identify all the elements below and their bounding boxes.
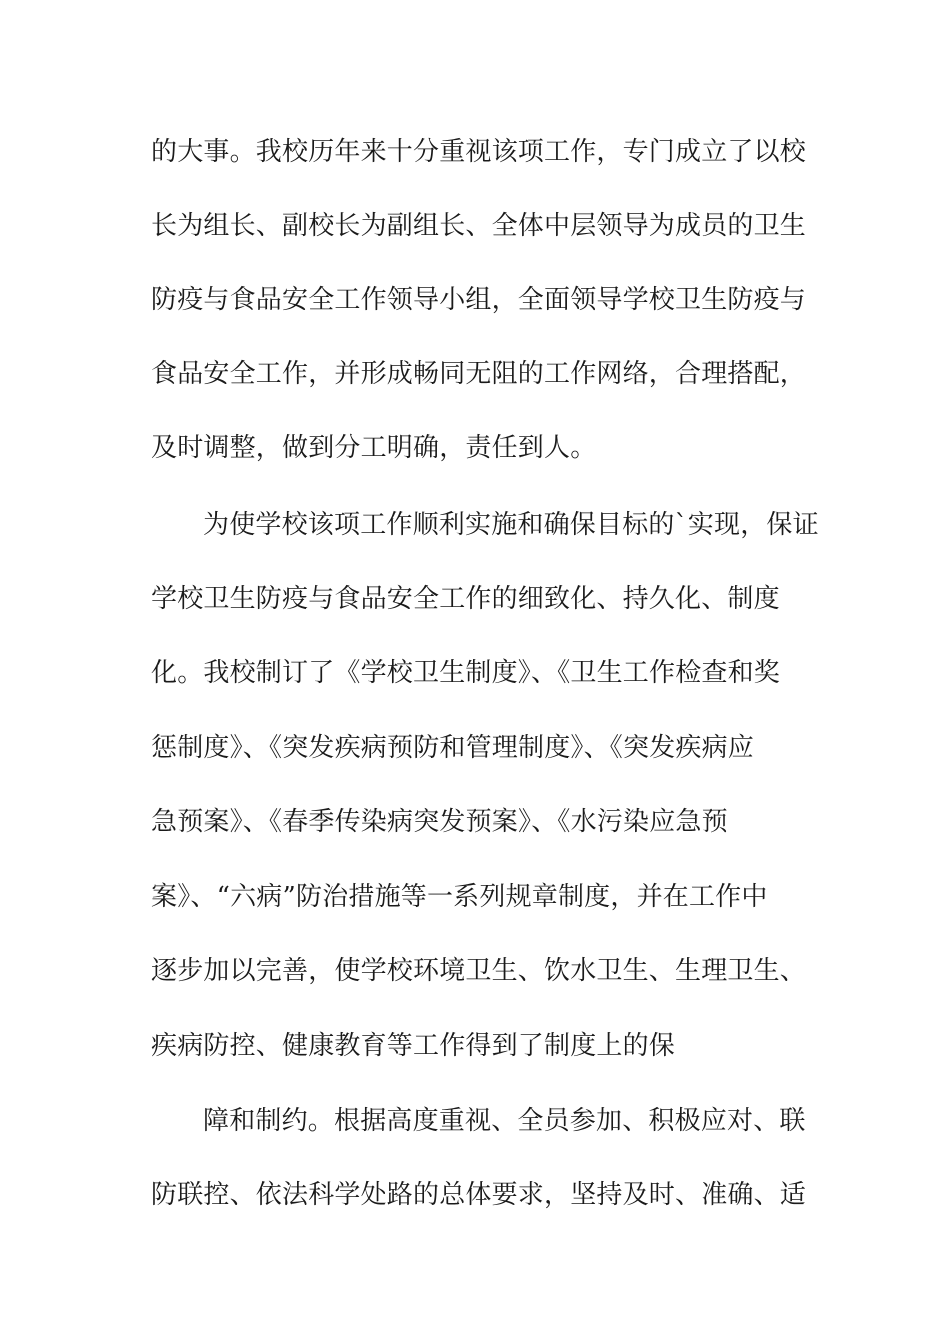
text-line-12: 逐步加以完善，使学校环境卫生、饮水卫生、生理卫生、 [151,956,807,986]
text-line-5: 及时调整，做到分工明确，责任到人。 [151,433,597,463]
text-line-8: 化。我校制订了《学校卫生制度》、《卫生工作检查和奖 [151,658,781,688]
text-line-13: 疾病防控、健康教育等工作得到了制度上的保 [151,1031,676,1061]
text-line-15: 防联控、依法科学处路的总体要求，坚持及时、准确、适 [151,1180,807,1210]
text-line-9: 惩制度》、《突发疾病预防和管理制度》、《突发疾病应 [151,733,755,763]
text-line-6: 为使学校该项工作顺利实施和确保目标的`实现，保证 [203,510,819,540]
text-line-10: 急预案》、《春季传染病突发预案》、《水污染应急预 [151,807,728,837]
text-line-14: 障和制约。根据高度重视、全员参加、积极应对、联 [203,1106,806,1136]
text-line-2: 长为组长、副校长为副组长、全体中层领导为成员的卫生 [151,211,807,241]
text-line-7: 学校卫生防疫与食品安全工作的细致化、持久化、制度 [151,584,780,614]
text-line-4: 食品安全工作，并形成畅同无阻的工作网络，合理搭配， [151,359,807,389]
text-line-11: 案》、“六病”防治措施等一系列规章制度，并在工作中 [151,882,768,912]
text-line-3: 防疫与食品安全工作领导小组，全面领导学校卫生防疫与 [151,285,807,315]
text-line-1: 的大事。我校历年来十分重视该项工作，专门成立了以校 [151,137,807,167]
